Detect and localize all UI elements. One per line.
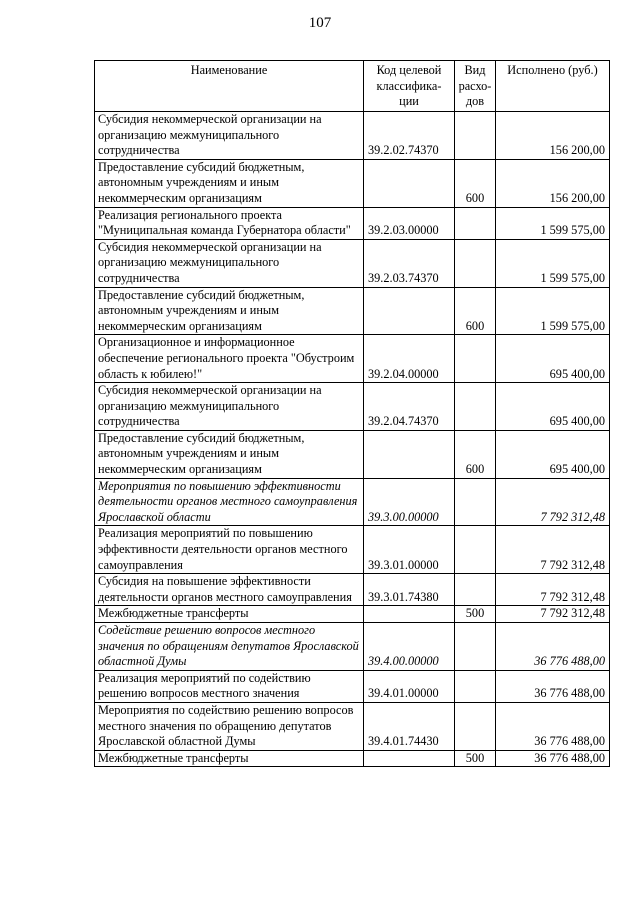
row-code	[364, 750, 455, 767]
budget-table	[94, 60, 610, 767]
row-kind	[455, 335, 496, 383]
row-code	[364, 287, 455, 335]
header-done: Исполнено (руб.)	[496, 61, 610, 112]
table-header-row	[95, 61, 610, 112]
row-code: 39.3.01.00000	[364, 526, 455, 574]
row-kind	[455, 383, 496, 431]
row-kind	[455, 526, 496, 574]
row-done: 7 792 312,48	[496, 606, 610, 623]
row-done: 695 400,00	[496, 335, 610, 383]
row-code: 39.4.01.74430	[364, 702, 455, 750]
table-row	[95, 287, 610, 335]
row-name: Предоставление субсидий бюджетным, автономным учреждениям и иным некоммерческим организациям	[95, 287, 364, 335]
table-row	[95, 623, 610, 671]
row-done: 1 599 575,00	[496, 287, 610, 335]
row-done: 36 776 488,00	[496, 750, 610, 767]
row-code	[364, 159, 455, 207]
table-row	[95, 335, 610, 383]
row-done: 1 599 575,00	[496, 239, 610, 287]
row-name: Содействие решению вопросов местного значения по обращениям депутатов Ярославской областной Думы	[95, 623, 364, 671]
row-code: 39.4.00.00000	[364, 623, 455, 671]
table-body	[95, 112, 610, 767]
row-done: 1 599 575,00	[496, 207, 610, 239]
row-kind: 600	[455, 159, 496, 207]
row-kind: 500	[455, 606, 496, 623]
row-kind	[455, 478, 496, 526]
row-done: 36 776 488,00	[496, 702, 610, 750]
row-name: Межбюджетные трансферты	[95, 606, 364, 623]
row-kind: 600	[455, 287, 496, 335]
row-code	[364, 430, 455, 478]
row-code: 39.3.01.74380	[364, 574, 455, 606]
row-kind	[455, 112, 496, 160]
row-done: 156 200,00	[496, 112, 610, 160]
row-name: Реализация мероприятий по содействию решению вопросов местного значения	[95, 670, 364, 702]
header-name: Наименование	[95, 61, 364, 112]
row-name: Субсидия некоммерческой организации на организацию межмуниципального сотрудничества	[95, 112, 364, 160]
table-row	[95, 702, 610, 750]
row-code: 39.2.04.74370	[364, 383, 455, 431]
row-done: 36 776 488,00	[496, 623, 610, 671]
row-kind: 600	[455, 430, 496, 478]
table-row	[95, 670, 610, 702]
row-name: Субсидия на повышение эффективности деятельности органов местного самоуправления	[95, 574, 364, 606]
row-kind	[455, 239, 496, 287]
table-row	[95, 478, 610, 526]
row-name: Мероприятия по повышению эффективности деятельности органов местного самоуправления Ярославской области	[95, 478, 364, 526]
table-row	[95, 239, 610, 287]
table-row	[95, 383, 610, 431]
row-code: 39.3.00.00000	[364, 478, 455, 526]
row-done: 7 792 312,48	[496, 574, 610, 606]
row-code: 39.2.03.74370	[364, 239, 455, 287]
page-number: 107	[308, 15, 332, 31]
row-name: Предоставление субсидий бюджетным, автономным учреждениям и иным некоммерческим организациям	[95, 430, 364, 478]
row-kind: 500	[455, 750, 496, 767]
row-code: 39.4.01.00000	[364, 670, 455, 702]
table-row	[95, 207, 610, 239]
row-kind	[455, 574, 496, 606]
row-kind	[455, 623, 496, 671]
row-code: 39.2.04.00000	[364, 335, 455, 383]
row-name: Субсидия некоммерческой организации на организацию межмуниципального сотрудничества	[95, 383, 364, 431]
table-row	[95, 526, 610, 574]
row-done: 156 200,00	[496, 159, 610, 207]
table-row	[95, 606, 610, 623]
header-kind: Вид расхо-дов	[455, 61, 496, 112]
row-done: 7 792 312,48	[496, 526, 610, 574]
row-name: Мероприятия по содействию решению вопросов местного значения по обращению депутатов Ярославской областной Думы	[95, 702, 364, 750]
row-name: Организационное и информационное обеспечение регионального проекта "Обустроим область к юбилею!"	[95, 335, 364, 383]
table-row	[95, 750, 610, 767]
row-done: 7 792 312,48	[496, 478, 610, 526]
table-row	[95, 574, 610, 606]
row-kind	[455, 670, 496, 702]
row-code: 39.2.03.00000	[364, 207, 455, 239]
row-kind	[455, 702, 496, 750]
row-name: Предоставление субсидий бюджетным, автономным учреждениям и иным некоммерческим организациям	[95, 159, 364, 207]
row-name: Межбюджетные трансферты	[95, 750, 364, 767]
row-done: 695 400,00	[496, 383, 610, 431]
row-name: Реализация мероприятий по повышению эффективности деятельности органов местного самоуправления	[95, 526, 364, 574]
row-code: 39.2.02.74370	[364, 112, 455, 160]
table-row	[95, 159, 610, 207]
row-name: Реализация регионального проекта "Муниципальная команда Губернатора области"	[95, 207, 364, 239]
row-name: Субсидия некоммерческой организации на организацию межмуниципального сотрудничества	[95, 239, 364, 287]
row-done: 695 400,00	[496, 430, 610, 478]
table-row	[95, 430, 610, 478]
row-done: 36 776 488,00	[496, 670, 610, 702]
table-row	[95, 112, 610, 160]
header-code: Код целевой классифика-ции	[364, 61, 455, 112]
row-code	[364, 606, 455, 623]
row-kind	[455, 207, 496, 239]
